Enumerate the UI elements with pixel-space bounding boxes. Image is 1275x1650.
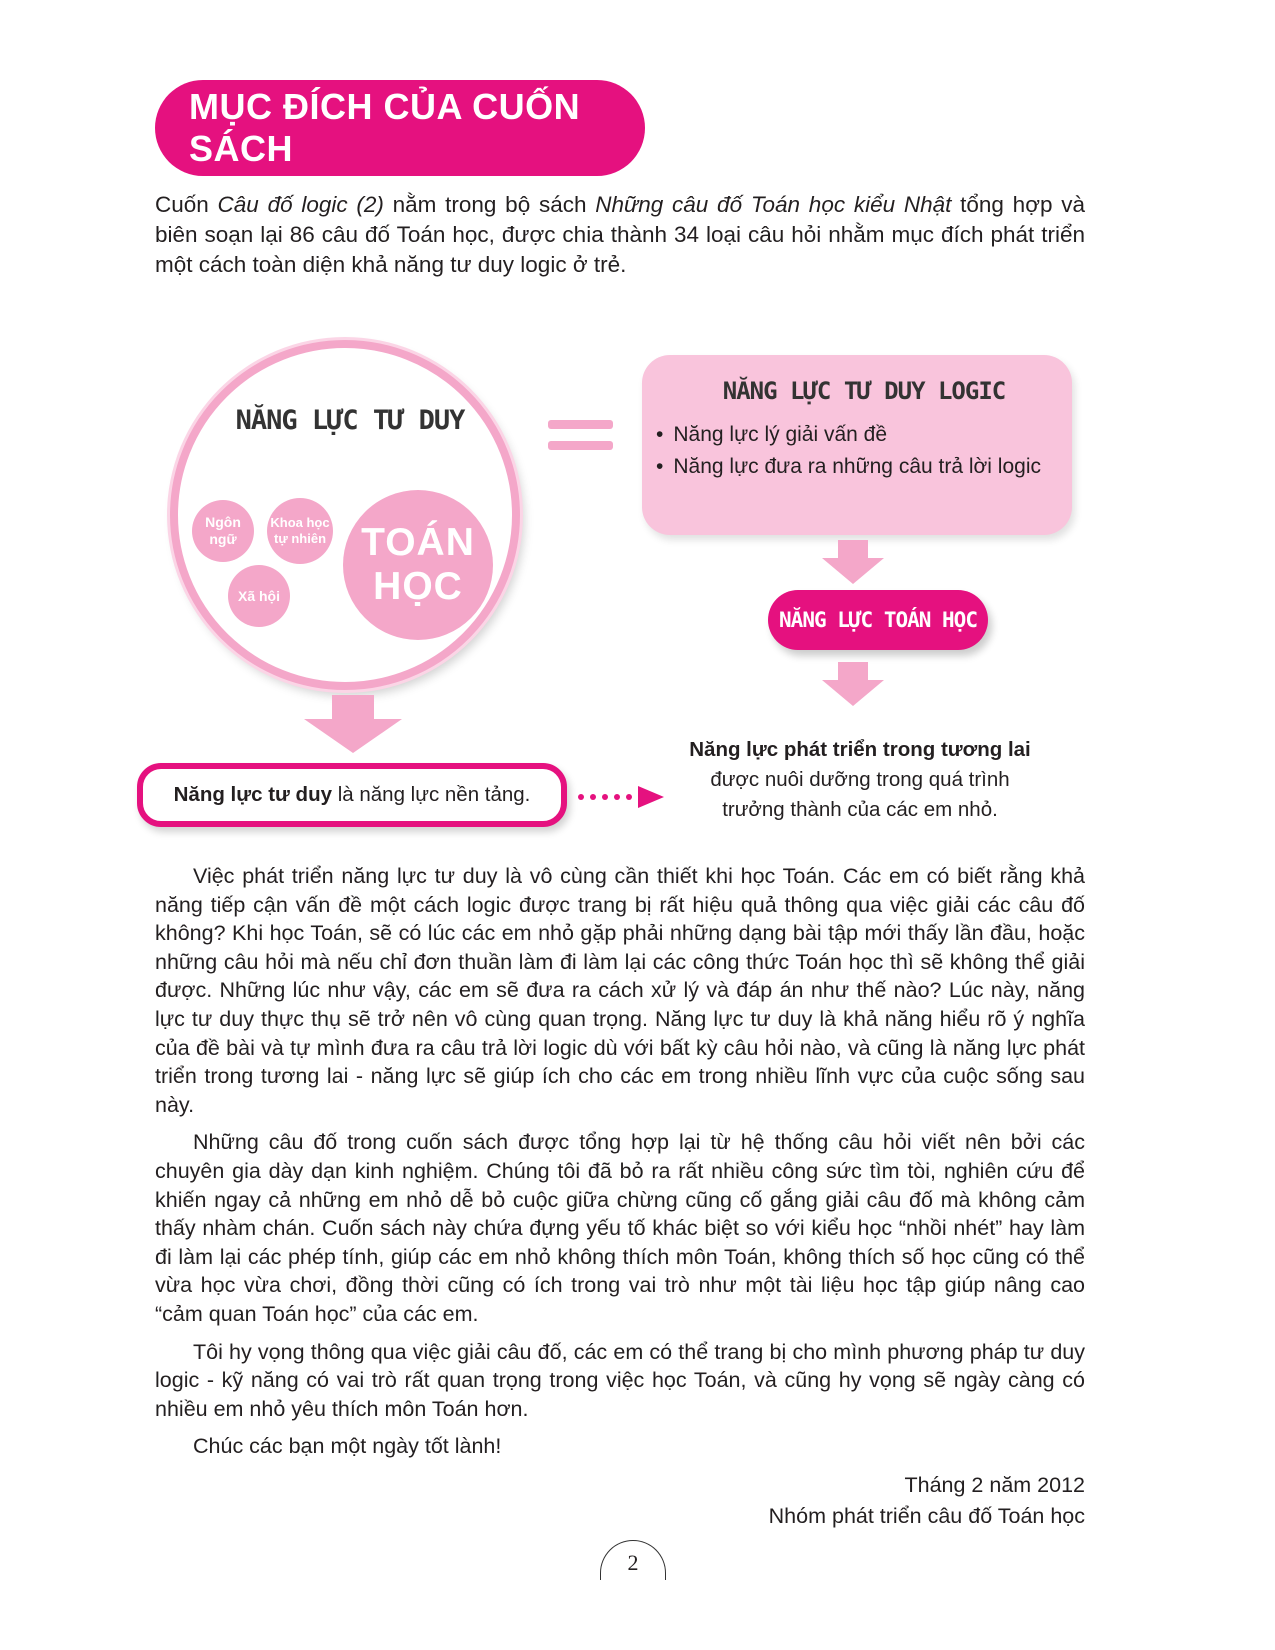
circle-title: NĂNG LỰC TƯ DUY bbox=[235, 405, 465, 436]
body-paragraph: Những câu đố trong cuốn sách được tổng hợp lại từ hệ thống câu hỏi viết nên bởi các chuyên gia dày dạn kinh nghiệm. Chúng tôi đã bỏ ra rất nhiều công sức tìm tòi, nghiên cứu để khiến ngay cả những em nhỏ dễ bỏ cuộc giữa chừng cũng cố gắng giải câu đố mà không cảm thấy nhàm chán. Cuốn sách này chứa đựng yếu tố khác biệt so với kiểu học “nhồi nhét” hay làm đi làm lại các phép tính, giúp các em nhỏ không thích môn Toán, không thích số học cũng có thể vừa học vừa chơi, đồng thời cũng có ích trong vai trò như một tài liệu học tập giúp nâng cao “cảm quan Toán học” của các em. bbox=[155, 1130, 1085, 1326]
section-title-text: MỤC ĐÍCH CỦA CUỐN SÁCH bbox=[189, 86, 581, 169]
intro-text-2: nằm trong bộ sách bbox=[383, 192, 596, 217]
page-number: 2 bbox=[600, 1540, 666, 1580]
logic-list bbox=[656, 419, 1072, 483]
signature bbox=[769, 1470, 1085, 1532]
bubble-math: TOÁN HỌC bbox=[343, 490, 493, 640]
future-rest: được nuôi dưỡng trong quá trình trưởng thành của các em nhỏ. bbox=[710, 768, 1010, 821]
foundation-box bbox=[137, 763, 567, 827]
signature-author: Nhóm phát triển câu đố Toán học bbox=[768, 1504, 1085, 1528]
future-ability-text bbox=[680, 735, 1040, 825]
intro-text-1: Cuốn bbox=[155, 192, 218, 217]
foundation-bold: Năng lực tư duy bbox=[173, 783, 333, 806]
intro-text-3: tổng hợp và biên soạn lại 86 câu đố Toán học, được chia thành 34 loại câu hỏi nhằm mục đích phát triển một cách toàn diện khả năng tư duy logic ở trẻ. bbox=[155, 192, 1085, 277]
math-ability-pill: NĂNG LỰC TOÁN HỌC bbox=[768, 590, 988, 650]
bubble-language: Ngôn ngữ bbox=[192, 500, 254, 562]
body-text bbox=[155, 862, 1085, 1470]
logic-item: • Năng lực lý giải vấn đề bbox=[656, 419, 1072, 451]
bubble-natural-science: Khoa học tự nhiên bbox=[267, 498, 333, 564]
signature-date: Tháng 2 năm 2012 bbox=[904, 1473, 1085, 1497]
arrow-down-icon bbox=[818, 540, 888, 586]
body-paragraph: Việc phát triển năng lực tư duy là vô cùng cần thiết khi học Toán. Các em có biết rằng khả năng tiếp cận vấn đề một cách logic được trang bị rất hiệu quả thông qua việc giải các câu đố không? Khi học Toán, sẽ có lúc các em nhỏ gặp phải những dạng bài tập mới thấy lần đầu, hoặc những câu hỏi mà nếu chỉ đơn thuần làm đi làm lại các công thức Toán học thì sẽ không thể giải được. Những lúc như vậy, các em sẽ đưa ra cách xử lý và đáp án như thế nào? Lúc này, năng lực tư duy thực thụ sẽ trở nên vô cùng quan trọng. Năng lực tư duy là khả năng hiểu rõ ý nghĩa của đề bài và tự mình đưa ra câu trả lời logic dù với bất kỳ câu hỏi nào, và cũng là năng lực phát triển trong tương lai - năng lực sẽ giúp ích cho các em trong nhiều lĩnh vực của cuộc sống sau này. bbox=[155, 864, 1085, 1117]
intro-book-title: Câu đố logic (2) bbox=[217, 192, 384, 217]
body-paragraph: Tôi hy vọng thông qua việc giải câu đố, các em có thể trang bị cho mình phương pháp tư duy logic - kỹ năng có vai trò rất quan trọng trong việc học Toán, và cũng hy vọng sẽ ngày càng có nhiều em nhỏ yêu thích môn Toán hơn. bbox=[155, 1339, 1085, 1421]
intro-series-title: Những câu đố Toán học kiểu Nhật bbox=[595, 192, 952, 217]
logic-item: • Năng lực đưa ra những câu trả lời logic bbox=[656, 451, 1072, 483]
arrow-down-icon bbox=[298, 695, 408, 755]
future-bold: Năng lực phát triển trong tương lai bbox=[689, 738, 1031, 761]
dotted-arrow-icon bbox=[578, 784, 668, 810]
section-title bbox=[155, 80, 645, 176]
body-paragraph: Chúc các bạn một ngày tốt lành! bbox=[193, 1434, 502, 1459]
equals-sign bbox=[548, 420, 613, 462]
foundation-rest: là năng lực nền tảng. bbox=[332, 783, 531, 806]
arrow-down-icon bbox=[818, 662, 888, 708]
logic-ability-box bbox=[642, 355, 1072, 535]
logic-title: NĂNG LỰC TƯ DUY LOGIC bbox=[722, 377, 1006, 405]
intro-paragraph bbox=[155, 190, 1085, 280]
bubble-society: Xã hội bbox=[228, 565, 290, 627]
